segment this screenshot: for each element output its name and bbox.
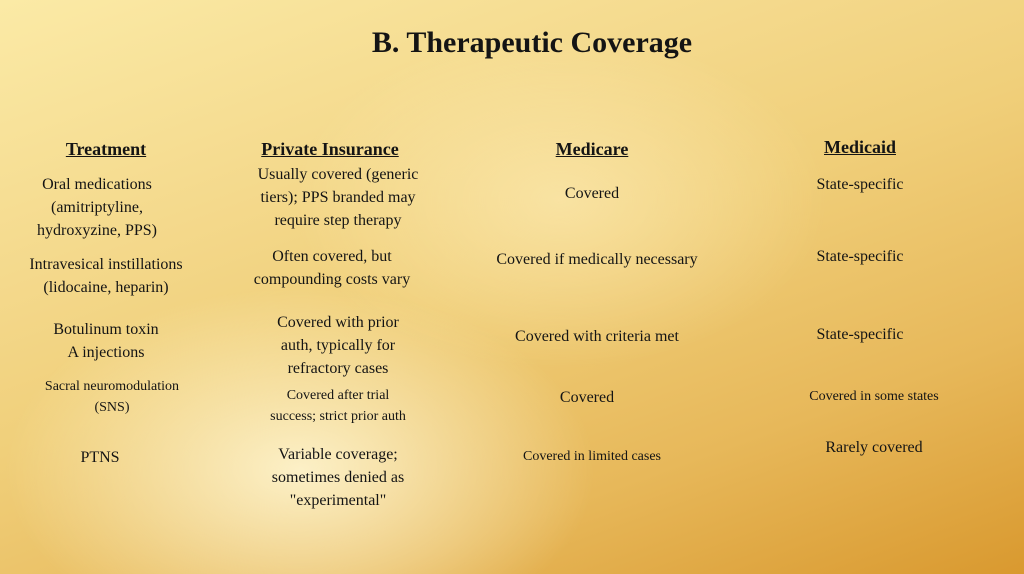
row3-treatment: Botulinum toxin A injections — [53, 321, 159, 361]
row4-treatment: Sacral neuromodulation (SNS) — [44, 379, 180, 415]
header-medicaid: Medicaid — [824, 137, 896, 157]
row5-treatment: PTNS — [80, 449, 120, 466]
row5-medicaid: Rarely covered — [825, 439, 923, 456]
row2-private: Often covered, but compounding costs vary — [253, 248, 411, 288]
row5-medicare: Covered in limited cases — [522, 449, 662, 464]
row4-medicaid: Covered in some states — [809, 389, 939, 404]
row4-private: Covered after trial success; strict prior auth — [270, 388, 406, 424]
row4-medicare: Covered — [559, 389, 615, 406]
row1-private: Usually covered (generic tiers); PPS branded may require step therapy — [257, 166, 419, 229]
row2-medicaid: State-specific — [816, 248, 904, 265]
row3-medicare: Covered with criteria met — [515, 328, 679, 345]
row1-treatment: Oral medications (amitriptyline, hydroxyzine, PPS) — [37, 176, 157, 239]
header-treatment: Treatment — [65, 139, 147, 159]
row1-medicare: Covered — [564, 185, 620, 202]
row2-treatment: Intravesical instillations (lidocaine, heparin) — [29, 256, 183, 296]
header-medicare: Medicare — [555, 139, 629, 159]
row2-medicare: Covered if medically necessary — [496, 251, 698, 268]
row1-medicaid: State-specific — [816, 176, 904, 193]
slide-title: B. Therapeutic Coverage — [371, 26, 693, 59]
row5-private: Variable coverage; sometimes denied as "experimental" — [271, 446, 405, 509]
row3-private: Covered with prior auth, typically for refractory cases — [277, 314, 399, 377]
header-private-insurance: Private Insurance — [261, 139, 399, 159]
row3-medicaid: State-specific — [816, 326, 904, 343]
